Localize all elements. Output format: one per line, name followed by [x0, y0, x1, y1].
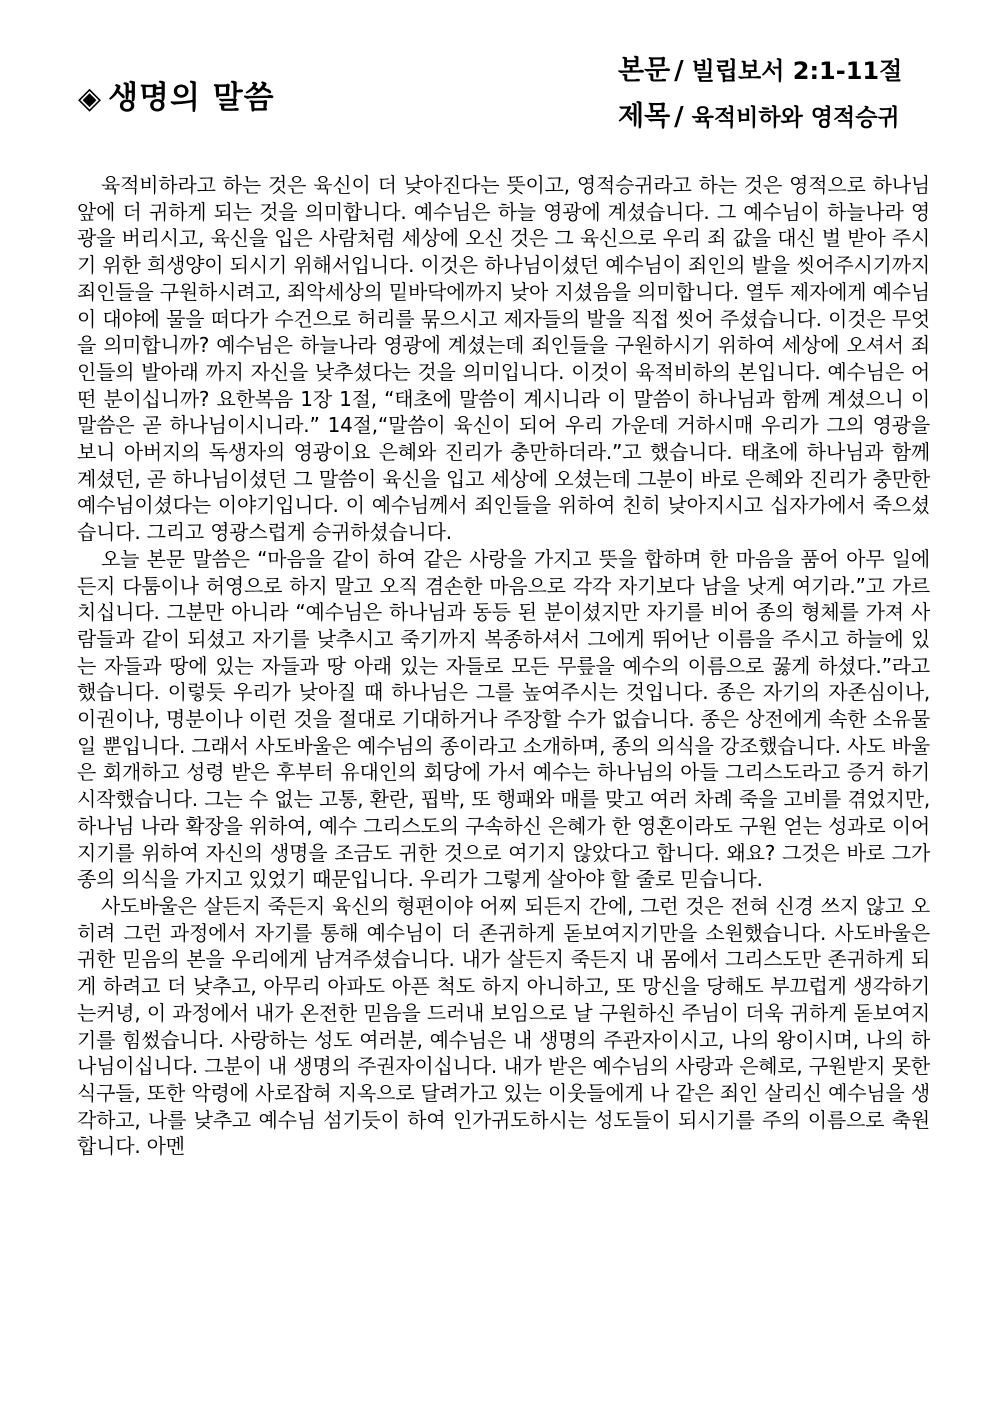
- paragraph-2: 오늘 본문 말씀은 “마음을 같이 하여 같은 사랑을 가지고 뜻을 합하며 한 마음을 품어 아무 일에든지 다툼이나 허영으로 하지 말고 오직 겸손한 마음으로 각각 자기보다 남을 낫게 여기라.”고 가르치십니다. 그분만 아니라 “예수님은 하나님과 동등 된 분이셨지만 자기를 비어 종의 형체를 가져 사람들과 같이 되셨고 자기를 낮추시고 죽기까지 복종하셔서 그에게 뛰어난 이름을 주시고 하늘에 있는 자들과 땅에 있는 자들과 땅 아래 있는 자들로 모든 무릎을 예수의 이름으로 꿇게 하셨다.”라고 했습니다. 이렇듯 우리가 낮아질 때 하나님은 그를 높여주시는 것입니다. 종은 자기의 자존심이나, 이권이나, 명분이나 이런 것을 절대로 기대하거나 주장할 수가 없습니다. 종은 상전에게 속한 소유물일 뿐입니다. 그래서 사도바울은 예수님의 종이라고 소개하며, 종의 의식을 강조했습니다. 사도 바울은 회개하고 성령 받은 후부터 유대인의 회당에 가서 예수는 하나님의 아들 그리스도라고 증거 하기 시작했습니다. 그는 수 없는 고통, 환란, 핍박, 또 행패와 매를 맞고 여러 차례 죽을 고비를 겪었지만, 하나님 나라 확장을 위하여, 예수 그리스도의 구속하신 은혜가 한 영혼이라도 구원 얻는 성과로 이어지기를 위하여 자신의 생명을 조금도 귀한 것으로 여기지 않았다고 합니다. 왜요? 그것은 바로 그가 종의 의식을 가지고 있었기 때문입니다. 우리가 그렇게 살아야 할 줄로 믿습니다.: [77, 546, 930, 892]
- subject-line: [618, 96, 958, 138]
- subject-value: 육적비하와 영적승귀: [691, 105, 900, 131]
- sermon-meta: [618, 50, 958, 138]
- page-title: [78, 72, 275, 117]
- subject-separator: /: [674, 102, 684, 132]
- scripture-label: 본문: [618, 55, 671, 86]
- page-title-text: 생명의 말씀: [108, 80, 275, 116]
- sermon-body: [77, 172, 930, 1160]
- scripture-line: [618, 50, 958, 92]
- paragraph-1: 육적비하라고 하는 것은 육신이 더 낮아진다는 뜻이고, 영적승귀라고 하는 것은 영적으로 하나님 앞에 더 귀하게 되는 것을 의미합니다. 예수님은 하늘 영광에 계셨습니다. 그 예수님이 하늘나라 영광을 버리시고, 육신을 입은 사람처럼 세상에 오신 것은 그 육신으로 우리 죄 값을 대신 벌 받아 주시기 위한 희생양이 되시기 위해서입니다. 이것은 하나님이셨던 예수님이 죄인의 발을 씻어주시기까지 죄인들을 구원하시려고, 죄악세상의 밑바닥에까지 낮아 지셨음을 의미합니다. 열두 제자에게 예수님이 대야에 물을 떠다가 수건으로 허리를 묶으시고 제자들의 발을 직접 씻어 주셨습니다. 이것은 무엇을 의미합니까? 예수님은 하늘나라 영광에 계셨는데 죄인들을 구원하시기 위하여 세상에 오셔서 죄인들의 발아래 까지 자신을 낮추셨다는 것을 의미입니다. 이것이 육적비하의 본입니다. 예수님은 어떤 분이십니까? 요한복음 1장 1절, “태초에 말씀이 계시니라 이 말씀이 하나님과 함께 계셨으니 이 말씀은 곧 하나님이시니라.” 14절,“말씀이 육신이 되어 우리 가운데 거하시매 우리가 그의 영광을 보니 아버지의 독생자의 영광이요 은혜와 진리가 충만하더라.”고 했습니다. 태초에 하나님과 함께 계셨던, 곧 하나님이셨던 그 말씀이 육신을 입고 세상에 오셨는데 그분이 바로 은혜와 진리가 충만한 예수님이셨다는 이야기입니다. 이 예수님께서 죄인들을 위하여 친히 낮아지시고 십자가에서 죽으셨습니다. 그리고 영광스럽게 승귀하셨습니다.: [77, 173, 930, 545]
- diamond-bullet-icon: ◈: [78, 81, 103, 116]
- subject-label: 제목: [618, 101, 671, 132]
- scripture-value: 빌립보서 2:1-11절: [691, 57, 903, 85]
- paragraph-3: 사도바울은 살든지 죽든지 육신의 형편이야 어찌 되든지 간에, 그런 것은 전혀 신경 쓰지 않고 오히려 그런 과정에서 자기를 통해 예수님이 더 존귀하게 돋보여지기만을 소원했습니다. 사도바울은 귀한 믿음의 본을 우리에게 남겨주셨습니다. 내가 살든지 죽든지 내 몸에서 그리스도만 존귀하게 되게 하려고 더 낮추고, 아무리 아파도 아픈 척도 하지 아니하고, 또 망신을 당해도 부끄럽게 생각하기는커녕, 이 과정에서 내가 온전한 믿음을 드러내 보임으로 날 구원하신 주님이 더욱 귀하게 돋보여지기를 힘썼습니다. 사랑하는 성도 여러분, 예수님은 내 생명의 주관자이시고, 나의 왕이시며, 나의 하나님이십니다. 그분이 내 생명의 주권자이십니다. 내가 받은 예수님의 사랑과 은혜로, 구원받지 못한 식구들, 또한 악령에 사로잡혀 지옥으로 달려가고 있는 이웃들에게 나 같은 죄인 살리신 예수님을 생각하고, 나를 낮추고 예수님 섬기듯이 하여 인가귀도하시는 성도들이 되시기를 주의 이름으로 축원합니다. 아멘: [77, 893, 930, 1159]
- scripture-separator: /: [674, 56, 684, 86]
- page-header: [0, 0, 992, 160]
